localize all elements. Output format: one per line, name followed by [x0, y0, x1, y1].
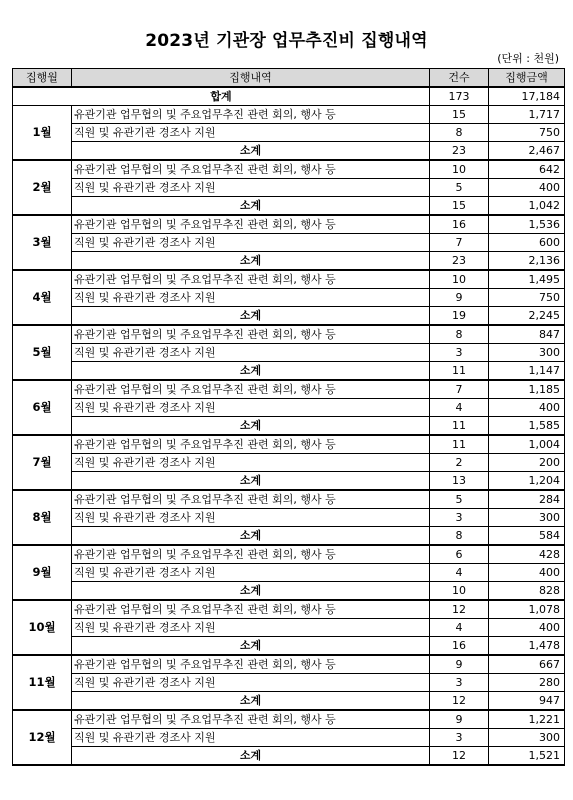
- amount-cell: 667: [489, 655, 565, 674]
- subtotal-label: 소계: [72, 747, 430, 766]
- table-row: [13, 674, 565, 692]
- subtotal-label: 소계: [72, 692, 430, 711]
- count-cell: 3: [430, 729, 489, 747]
- desc-cell: 유관기관 업무협의 및 주요업무추진 관련 회의, 행사 등: [72, 490, 430, 509]
- subtotal-label: 소계: [72, 527, 430, 546]
- count-cell: 4: [430, 564, 489, 582]
- count-cell: 10: [430, 270, 489, 289]
- table-row: [13, 710, 565, 729]
- count-cell: 9: [430, 710, 489, 729]
- unit-note: (단위 : 천원): [497, 52, 559, 65]
- desc-cell: 직원 및 유관기관 경조사 지원: [72, 124, 430, 142]
- subtotal-count: 11: [430, 362, 489, 381]
- table-row: [13, 435, 565, 454]
- amount-cell: 1,495: [489, 270, 565, 289]
- amount-cell: 1,004: [489, 435, 565, 454]
- desc-cell: 유관기관 업무협의 및 주요업무추진 관련 회의, 행사 등: [72, 215, 430, 234]
- table-row: [13, 289, 565, 307]
- desc-cell: 유관기관 업무협의 및 주요업무추진 관련 회의, 행사 등: [72, 545, 430, 564]
- subtotal-count: 15: [430, 197, 489, 216]
- subtotal-count: 12: [430, 747, 489, 766]
- header-amount: 집행금액: [489, 69, 565, 88]
- table-row: [13, 564, 565, 582]
- desc-cell: 유관기관 업무협의 및 주요업무추진 관련 회의, 행사 등: [72, 106, 430, 124]
- table-row: [13, 344, 565, 362]
- table-row: [13, 509, 565, 527]
- desc-cell: 직원 및 유관기관 경조사 지원: [72, 729, 430, 747]
- subtotal-count: 12: [430, 692, 489, 711]
- count-cell: 8: [430, 325, 489, 344]
- subtotal-count: 8: [430, 527, 489, 546]
- table-row: [13, 179, 565, 197]
- header-month: 집행월: [13, 69, 72, 88]
- expense-table: [12, 68, 565, 766]
- subtotal-label: 소계: [72, 197, 430, 216]
- count-cell: 6: [430, 545, 489, 564]
- subtotal-row: [13, 142, 565, 161]
- month-cell: 7월: [13, 435, 72, 490]
- table-row: [13, 325, 565, 344]
- amount-cell: 300: [489, 344, 565, 362]
- count-cell: 3: [430, 674, 489, 692]
- grand-total-amount: 17,184: [489, 87, 565, 106]
- subtotal-amount: 1,585: [489, 417, 565, 436]
- count-cell: 4: [430, 619, 489, 637]
- count-cell: 4: [430, 399, 489, 417]
- month-cell: 3월: [13, 215, 72, 270]
- desc-cell: 직원 및 유관기관 경조사 지원: [72, 399, 430, 417]
- amount-cell: 750: [489, 124, 565, 142]
- month-cell: 2월: [13, 160, 72, 215]
- subtotal-label: 소계: [72, 582, 430, 601]
- table-row: [13, 270, 565, 289]
- month-cell: 8월: [13, 490, 72, 545]
- subtotal-row: [13, 197, 565, 216]
- desc-cell: 유관기관 업무협의 및 주요업무추진 관련 회의, 행사 등: [72, 435, 430, 454]
- subtotal-row: [13, 307, 565, 326]
- table-row: [13, 106, 565, 124]
- desc-cell: 유관기관 업무협의 및 주요업무추진 관련 회의, 행사 등: [72, 160, 430, 179]
- subtotal-amount: 947: [489, 692, 565, 711]
- subtotal-amount: 1,478: [489, 637, 565, 656]
- month-cell: 1월: [13, 106, 72, 161]
- table-header-row: [13, 69, 565, 88]
- month-cell: 5월: [13, 325, 72, 380]
- amount-cell: 1,078: [489, 600, 565, 619]
- subtotal-label: 소계: [72, 417, 430, 436]
- amount-cell: 280: [489, 674, 565, 692]
- desc-cell: 유관기관 업무협의 및 주요업무추진 관련 회의, 행사 등: [72, 270, 430, 289]
- subtotal-count: 16: [430, 637, 489, 656]
- count-cell: 12: [430, 600, 489, 619]
- desc-cell: 직원 및 유관기관 경조사 지원: [72, 289, 430, 307]
- month-cell: 12월: [13, 710, 72, 765]
- subtotal-row: [13, 417, 565, 436]
- amount-cell: 300: [489, 729, 565, 747]
- amount-cell: 750: [489, 289, 565, 307]
- desc-cell: 직원 및 유관기관 경조사 지원: [72, 564, 430, 582]
- month-cell: 10월: [13, 600, 72, 655]
- subtotal-count: 23: [430, 252, 489, 271]
- table-row: [13, 729, 565, 747]
- desc-cell: 직원 및 유관기관 경조사 지원: [72, 454, 430, 472]
- grand-total-label: 합계: [13, 87, 430, 106]
- table-row: [13, 655, 565, 674]
- desc-cell: 유관기관 업무협의 및 주요업무추진 관련 회의, 행사 등: [72, 655, 430, 674]
- count-cell: 3: [430, 509, 489, 527]
- table-row: [13, 399, 565, 417]
- desc-cell: 유관기관 업무협의 및 주요업무추진 관련 회의, 행사 등: [72, 380, 430, 399]
- table-row: [13, 234, 565, 252]
- subtotal-row: [13, 527, 565, 546]
- subtotal-amount: 1,521: [489, 747, 565, 766]
- amount-cell: 400: [489, 564, 565, 582]
- month-cell: 9월: [13, 545, 72, 600]
- amount-cell: 1,536: [489, 215, 565, 234]
- amount-cell: 600: [489, 234, 565, 252]
- table-row: [13, 600, 565, 619]
- subtotal-label: 소계: [72, 362, 430, 381]
- table-row: [13, 380, 565, 399]
- grand-total-row: [13, 87, 565, 106]
- desc-cell: 직원 및 유관기관 경조사 지원: [72, 234, 430, 252]
- subtotal-count: 10: [430, 582, 489, 601]
- desc-cell: 유관기관 업무협의 및 주요업무추진 관련 회의, 행사 등: [72, 710, 430, 729]
- subtotal-label: 소계: [72, 142, 430, 161]
- count-cell: 5: [430, 179, 489, 197]
- subtotal-amount: 828: [489, 582, 565, 601]
- count-cell: 7: [430, 380, 489, 399]
- subtotal-row: [13, 472, 565, 491]
- subtotal-row: [13, 692, 565, 711]
- count-cell: 9: [430, 655, 489, 674]
- subtotal-amount: 1,147: [489, 362, 565, 381]
- subtotal-label: 소계: [72, 472, 430, 491]
- count-cell: 5: [430, 490, 489, 509]
- count-cell: 8: [430, 124, 489, 142]
- amount-cell: 642: [489, 160, 565, 179]
- count-cell: 10: [430, 160, 489, 179]
- amount-cell: 400: [489, 179, 565, 197]
- desc-cell: 직원 및 유관기관 경조사 지원: [72, 344, 430, 362]
- month-cell: 6월: [13, 380, 72, 435]
- table-row: [13, 215, 565, 234]
- subtotal-amount: 2,245: [489, 307, 565, 326]
- desc-cell: 직원 및 유관기관 경조사 지원: [72, 674, 430, 692]
- amount-cell: 300: [489, 509, 565, 527]
- amount-cell: 200: [489, 454, 565, 472]
- subtotal-amount: 1,042: [489, 197, 565, 216]
- amount-cell: 400: [489, 619, 565, 637]
- subtotal-count: 11: [430, 417, 489, 436]
- month-cell: 4월: [13, 270, 72, 325]
- amount-cell: 1,185: [489, 380, 565, 399]
- desc-cell: 유관기관 업무협의 및 주요업무추진 관련 회의, 행사 등: [72, 325, 430, 344]
- count-cell: 16: [430, 215, 489, 234]
- subtotal-row: [13, 252, 565, 271]
- count-cell: 7: [430, 234, 489, 252]
- desc-cell: 직원 및 유관기관 경조사 지원: [72, 179, 430, 197]
- subtotal-amount: 2,467: [489, 142, 565, 161]
- table-row: [13, 490, 565, 509]
- header-desc: 집행내역: [72, 69, 430, 88]
- table-row: [13, 454, 565, 472]
- subtotal-count: 13: [430, 472, 489, 491]
- table-row: [13, 124, 565, 142]
- subtotal-row: [13, 747, 565, 766]
- count-cell: 2: [430, 454, 489, 472]
- subtotal-amount: 1,204: [489, 472, 565, 491]
- count-cell: 15: [430, 106, 489, 124]
- subtotal-count: 19: [430, 307, 489, 326]
- page-title: 2023년 기관장 업무추진비 집행내역: [145, 31, 428, 51]
- subtotal-amount: 584: [489, 527, 565, 546]
- desc-cell: 직원 및 유관기관 경조사 지원: [72, 619, 430, 637]
- count-cell: 3: [430, 344, 489, 362]
- subtotal-label: 소계: [72, 252, 430, 271]
- table-row: [13, 160, 565, 179]
- subtotal-row: [13, 582, 565, 601]
- subtotal-label: 소계: [72, 307, 430, 326]
- amount-cell: 284: [489, 490, 565, 509]
- subtotal-amount: 2,136: [489, 252, 565, 271]
- amount-cell: 847: [489, 325, 565, 344]
- count-cell: 11: [430, 435, 489, 454]
- amount-cell: 400: [489, 399, 565, 417]
- header-count: 건수: [430, 69, 489, 88]
- amount-cell: 428: [489, 545, 565, 564]
- amount-cell: 1,221: [489, 710, 565, 729]
- desc-cell: 직원 및 유관기관 경조사 지원: [72, 509, 430, 527]
- count-cell: 9: [430, 289, 489, 307]
- table-row: [13, 619, 565, 637]
- desc-cell: 유관기관 업무협의 및 주요업무추진 관련 회의, 행사 등: [72, 600, 430, 619]
- subtotal-count: 23: [430, 142, 489, 161]
- subtotal-label: 소계: [72, 637, 430, 656]
- table-row: [13, 545, 565, 564]
- subtotal-row: [13, 637, 565, 656]
- subtotal-row: [13, 362, 565, 381]
- amount-cell: 1,717: [489, 106, 565, 124]
- table-body: [13, 87, 565, 765]
- grand-total-count: 173: [430, 87, 489, 106]
- month-cell: 11월: [13, 655, 72, 710]
